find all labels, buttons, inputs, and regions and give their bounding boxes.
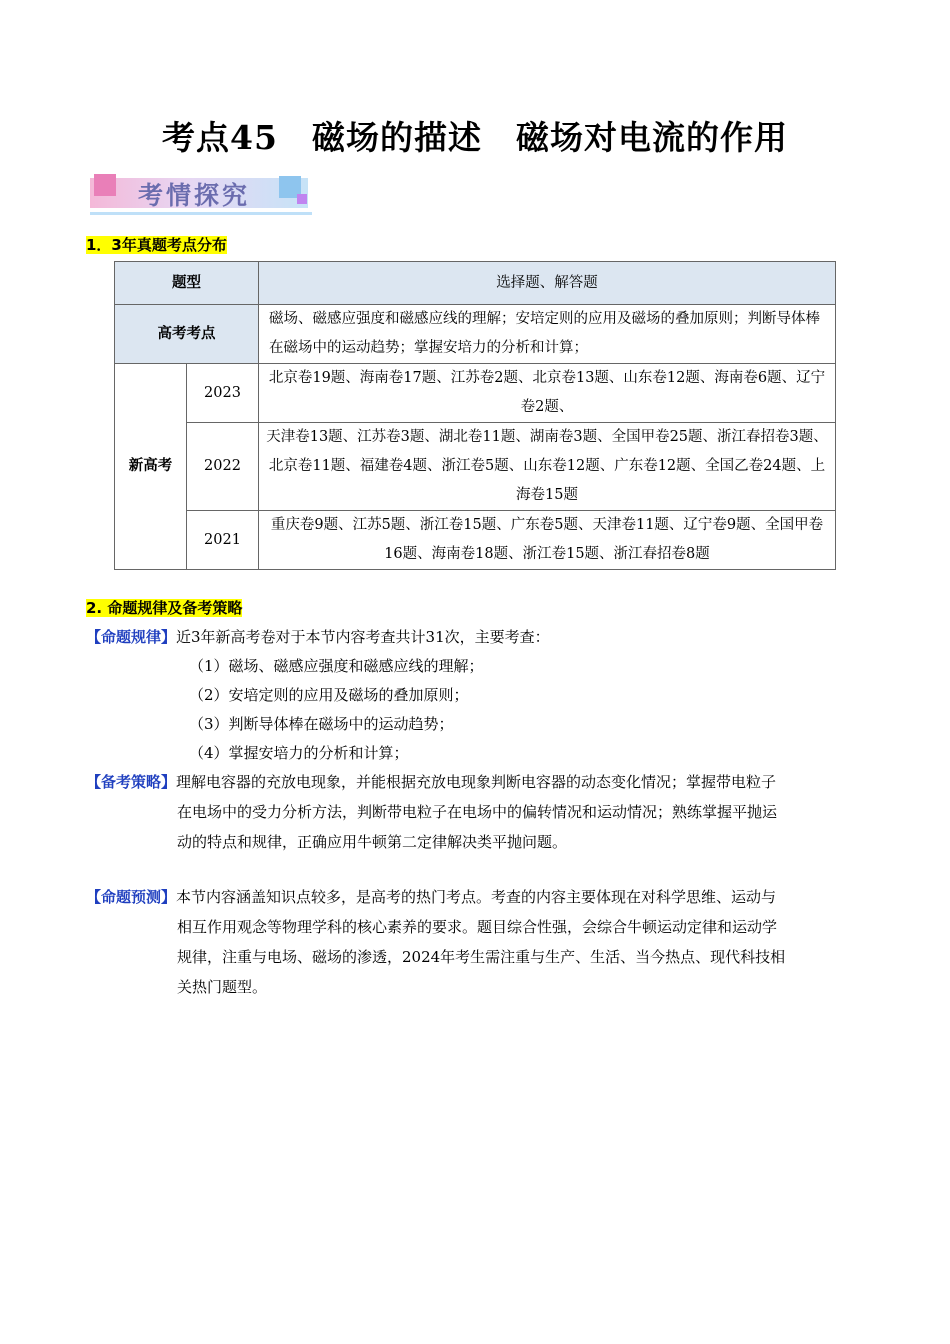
forecast-line: 本节内容涵盖知识点较多，是高考的热门考点。考查的内容主要体现在对科学思维、运动与 bbox=[176, 888, 777, 906]
content-cell: 重庆卷9题、江苏5题、浙江卷15题、广东卷5题、天津卷11题、辽宁卷9题、全国甲卷16题、海南卷18题、浙江卷15题、浙江春招卷8题 bbox=[259, 511, 836, 570]
section-heading-strategy: 2. 命题规律及备考策略 bbox=[86, 599, 243, 617]
exam-distribution-table bbox=[114, 261, 836, 570]
rule-paragraph bbox=[86, 622, 866, 652]
strategy-line: 理解电容器的充放电现象，并能根据充放电现象判断电容器的动态变化情况；掌握带电粒子 bbox=[176, 773, 777, 791]
forecast-line: 规律，注重与电场、磁场的渗透，2024年考生需注重与生产、生活、当今热点、现代科技相 bbox=[177, 948, 786, 966]
section-heading-distribution: 1．3年真题考点分布 bbox=[86, 236, 227, 254]
content-cell: 北京卷19题、海南卷17题、江苏卷2题、北京卷13题、山东卷12题、海南卷6题、辽宁卷2题、 bbox=[259, 364, 836, 423]
banner-underline bbox=[90, 212, 312, 215]
group-label: 新高考 bbox=[115, 364, 187, 570]
header-label: 题型 bbox=[115, 262, 259, 305]
section-banner bbox=[90, 172, 314, 218]
rule-item: （4）掌握安培力的分析和计算； bbox=[189, 744, 409, 762]
page-title: 考点45 磁场的描述 磁场对电流的作用 bbox=[162, 118, 788, 157]
table-row bbox=[115, 364, 836, 423]
banner-text: 考情探究 bbox=[138, 181, 251, 210]
forecast-line: 关热门题型。 bbox=[177, 978, 268, 996]
year-cell: 2022 bbox=[187, 423, 259, 511]
strategy-line: 动的特点和规律，正确应用牛顿第二定律解决类平抛问题。 bbox=[177, 833, 568, 851]
strategy-paragraph bbox=[86, 767, 866, 857]
header-value: 选择题、解答题 bbox=[259, 262, 836, 305]
forecast-label: 【命题预测】 bbox=[86, 888, 177, 906]
forecast-paragraph bbox=[86, 882, 866, 1002]
rule-item: （1）磁场、磁感应强度和磁感应线的理解； bbox=[189, 657, 484, 675]
table-row bbox=[115, 423, 836, 511]
banner-dot-icon bbox=[297, 194, 307, 204]
table-row bbox=[115, 511, 836, 570]
rule-text: 近3年新高考卷对于本节内容考查共计31次，主要考查： bbox=[176, 628, 550, 646]
strategy-line: 在电场中的受力分析方法，判断带电粒子在电场中的偏转情况和运动情况；熟练掌握平抛运 bbox=[177, 803, 778, 821]
points-label: 高考考点 bbox=[115, 305, 259, 364]
banner-square-icon bbox=[94, 174, 116, 196]
content-cell: 天津卷13题、江苏卷3题、湖北卷11题、湖南卷3题、全国甲卷25题、浙江春招卷3题、北京卷11题、福建卷4题、浙江卷5题、山东卷12题、广东卷12题、全国乙卷24题、上海卷15题 bbox=[259, 423, 836, 511]
strategy-label: 【备考策略】 bbox=[86, 773, 177, 791]
year-cell: 2021 bbox=[187, 511, 259, 570]
table-row bbox=[115, 305, 836, 364]
year-cell: 2023 bbox=[187, 364, 259, 423]
points-value: 磁场、磁感应强度和磁感应线的理解；安培定则的应用及磁场的叠加原则；判断导体棒在磁场中的运动趋势；掌握安培力的分析和计算； bbox=[259, 305, 836, 364]
forecast-line: 相互作用观念等物理学科的核心素养的要求。题目综合性强，会综合牛顿运动定律和运动学 bbox=[177, 918, 778, 936]
rule-label: 【命题规律】 bbox=[86, 628, 177, 646]
table-row bbox=[115, 262, 836, 305]
rule-item: （2）安培定则的应用及磁场的叠加原则； bbox=[189, 686, 469, 704]
rule-item: （3）判断导体棒在磁场中的运动趋势； bbox=[189, 715, 454, 733]
